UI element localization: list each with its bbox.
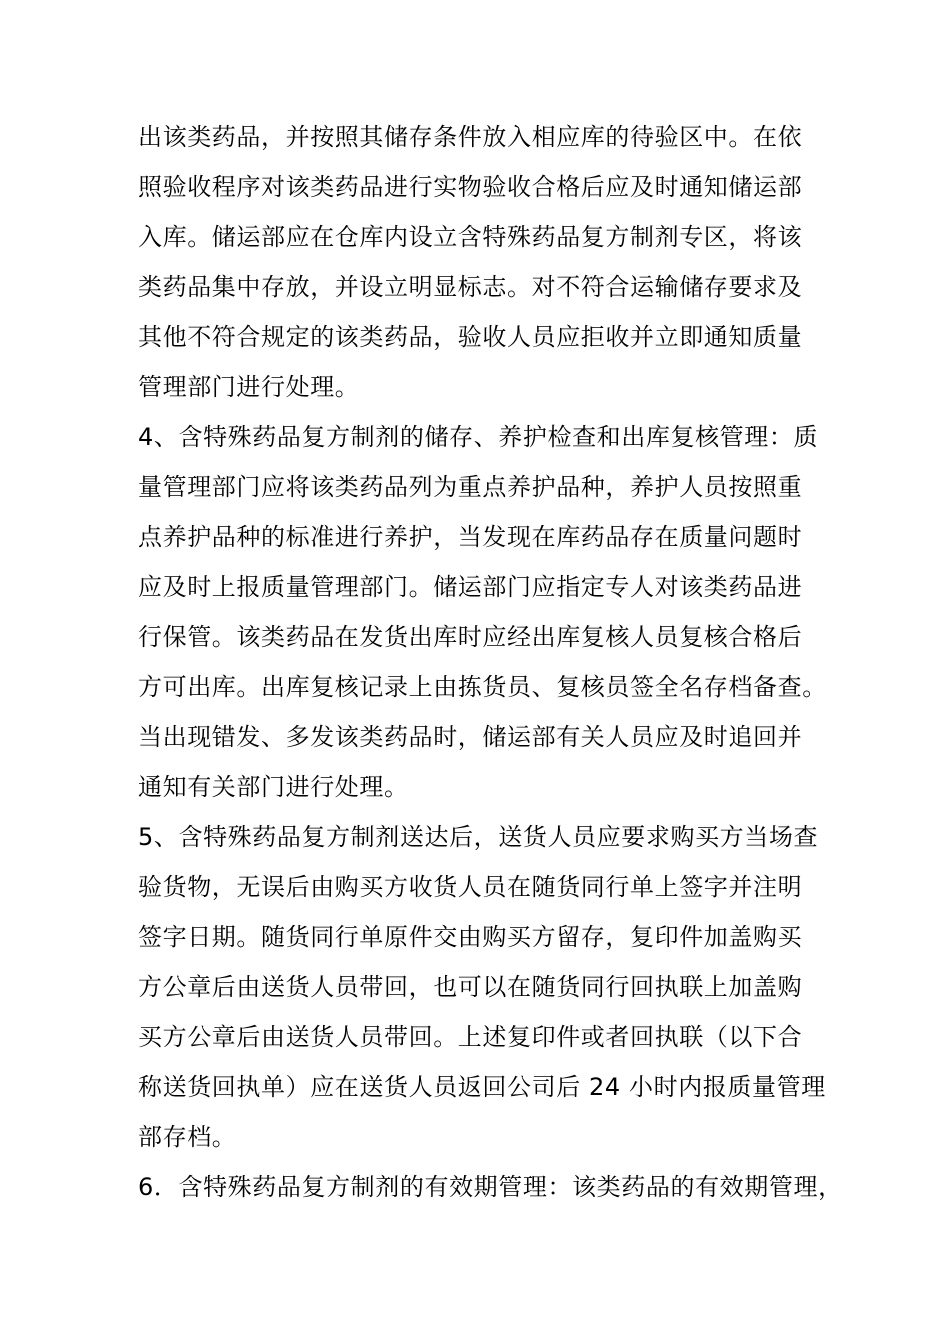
- text-line: 部存档。: [138, 1123, 237, 1151]
- text-line: 量管理部门应将该类药品列为重点养护品种，养护人员按照重: [138, 473, 803, 501]
- text-line: 方可出库。出库复核记录上由拣货员、复核员签全名存档备查。: [138, 673, 827, 701]
- text-line: 买方公章后由送货人员带回。上述复印件或者回执联（以下合: [138, 1023, 803, 1051]
- text-line: 签字日期。随货同行单原件交由购买方留存，复印件加盖购买: [138, 923, 803, 951]
- text-line: 当出现错发、多发该类药品时，储运部有关人员应及时追回并: [138, 723, 803, 751]
- document-body: [138, 112, 843, 1212]
- text-line: 照验收程序对该类药品进行实物验收合格后应及时通知储运部: [138, 173, 803, 201]
- text-line: 出该类药品，并按照其储存条件放入相应库的待验区中。在依: [138, 123, 803, 151]
- text-line: 应及时上报质量管理部门。储运部门应指定专人对该类药品进: [138, 573, 803, 601]
- text-line: 6．含特殊药品复方制剂的有效期管理：该类药品的有效期管理，: [138, 1173, 843, 1201]
- text-line: 管理部门进行处理。: [138, 373, 360, 401]
- text-line: 入库。储运部应在仓库内设立含特殊药品复方制剂专区，将该: [138, 223, 803, 251]
- text-line: 方公章后由送货人员带回，也可以在随货同行回执联上加盖购: [138, 973, 803, 1001]
- text-line: 4、含特殊药品复方制剂的储存、养护检查和出库复核管理：质: [138, 423, 819, 451]
- text-line: 行保管。该类药品在发货出库时应经出库复核人员复核合格后: [138, 623, 803, 651]
- text-line: 验货物，无误后由购买方收货人员在随货同行单上签字并注明: [138, 873, 803, 901]
- text-line: 通知有关部门进行处理。: [138, 773, 409, 801]
- text-line: 类药品集中存放，并设立明显标志。对不符合运输储存要求及: [138, 273, 803, 301]
- text-line: 点养护品种的标准进行养护，当发现在库药品存在质量问题时: [138, 523, 803, 551]
- text-line: 5、含特殊药品复方制剂送达后，送货人员应要求购买方当场查: [138, 823, 819, 851]
- text-line: 其他不符合规定的该类药品，验收人员应拒收并立即通知质量: [138, 323, 803, 351]
- text-line: 称送货回执单）应在送货人员返回公司后 24 小时内报质量管理: [138, 1073, 826, 1101]
